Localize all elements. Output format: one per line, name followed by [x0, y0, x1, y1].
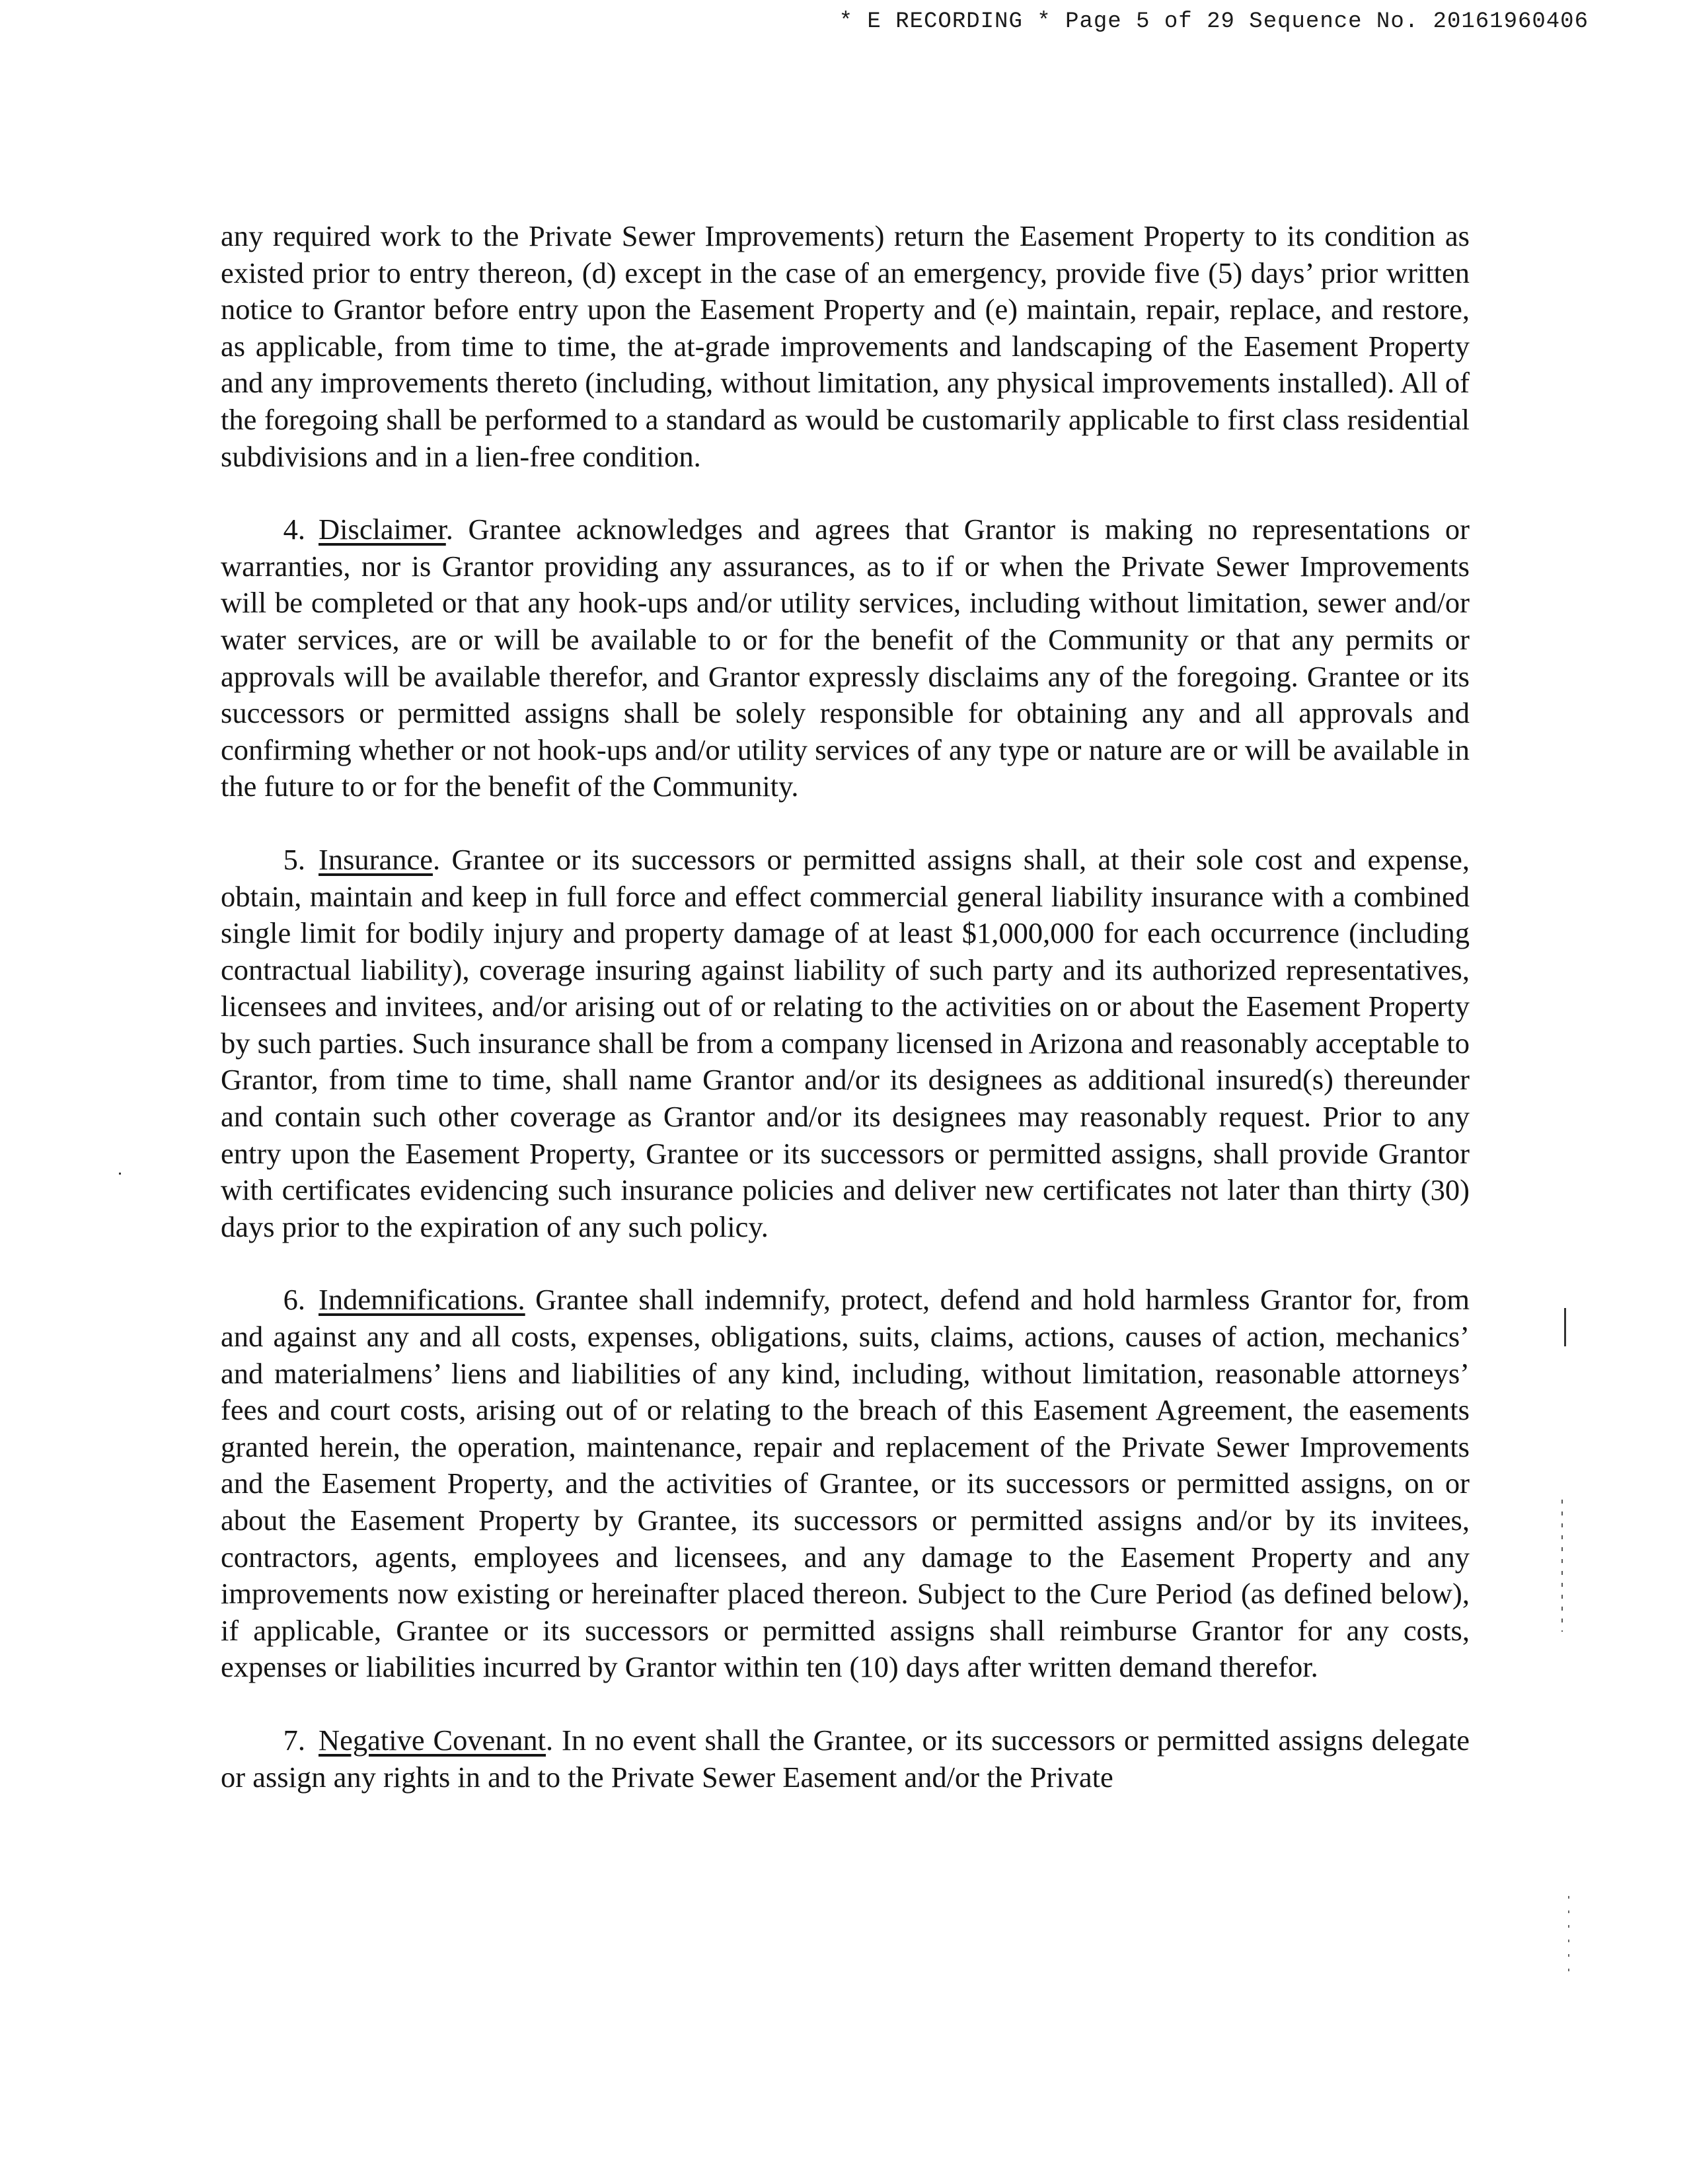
section-heading-negative-covenant: Negative Covenant — [319, 1723, 546, 1757]
recording-stamp: * E RECORDING * Page 5 of 29 Sequence No. 20161960406 — [839, 9, 1589, 34]
section-text: Grantee shall indemnify, protect, defend and hold harmless Grantor for, from and against any and all costs, expenses, obligations, suits, claims, actions, causes of action, mechanics’ and materialmens’ liens and liabilities of any kind, including, without limitation, reasonable attorneys’ fees and court costs, arising out of or relating to the breach of this Easement Agreement, the easements granted herein, the operation, maintenance, repair and replacement of the Private Sewer Improvements and the Easement Property, and the activities of Grantee, or its successors or permitted assigns, on or about the Easement Property by Grantee, its successors or permitted assigns and/or by its invitees, contractors, agents, employees and licensees, and any damage to the Easement Property and any improvements now existing or hereinafter placed thereon. Subject to the Cure Period (as defined below), if applicable, Grantee or its successors or permitted assigns shall reimburse Grantor for any costs, expenses or liabilities incurred by Grantor within ten (10) days after written demand therefor. — [221, 1283, 1470, 1684]
section-text: . Grantee or its successors or permitted assigns shall, at their sole cost and expense, obtain, maintain and keep in full force and effect commercial general liability insurance with a combined single limit for bodily injury and property damage of at least $1,000,000 for each occurrence (including contractual liability), coverage insuring against liability of such party and its authorized representatives, licensees and invitees, and/or arising out of or relating to the activities on or about the Easement Property by such parties. Such insurance shall be from a company licensed in Arizona and reasonably acceptable to Grantor, from time to time, shall name Grantor and/or its designees as additional insured(s) thereunder and contain such other coverage as Grantor and/or its designees may reasonably request. Prior to any entry upon the Easement Property, Grantee or its successors or permitted assigns, shall provide Grantor with certificates evidencing such insurance policies and deliver new certificates not later than thirty (30) days prior to the expiration of any such policy. — [221, 842, 1470, 1243]
section-text: . In no event shall the Grantee, or its successors or permitted assigns delegate or assign any rights in and to the Private Sewer Easement and/or the Private — [221, 1723, 1470, 1794]
section-number: 4. — [283, 513, 305, 546]
scan-mark-line — [1564, 1308, 1566, 1346]
document-body — [221, 218, 1470, 1832]
scan-speck — [119, 1173, 121, 1175]
section-heading-disclaimer: Disclaimer — [319, 513, 446, 546]
continuation-paragraph: any required work to the Private Sewer Improvements) return the Easement Property to its condition as existed prior to entry thereon, (d) except in the case of an emergency, provide five (5) days’ prior written notice to Grantor before entry upon the Easement Property and (e) maintain, repair, replace, and restore, as applicable, from time to time, the at-grade improvements and landscaping of the Easement Property and any improvements thereto (including, without limitation, any physical improvements installed). All of the foregoing shall be performed to a standard as would be customarily applicable to first class residential subdivisions and in a lien-free condition. — [221, 219, 1470, 473]
section-number: 6. — [283, 1283, 305, 1317]
scan-mark-dotted — [1568, 1896, 1569, 1982]
section-heading-insurance: Insurance — [319, 842, 433, 876]
section-text: . Grantee acknowledges and agrees that Grantor is making no representations or warranties, nor is Grantor providing any assurances, as to if or when the Private Sewer Improvements will be completed or that any hook-ups and/or utility services, including without limitation, sewer and/or water services, are or will be available to or for the benefit of the Community or that any permits or approvals will be available therefor, and Grantor expressly disclaims any of the foregoing. Grantee or its successors or permitted assigns shall be solely responsible for obtaining any and all approvals and confirming whether or not hook-ups and/or utility services of any type or nature are or will be available in the future to or for the benefit of the Community. — [221, 513, 1470, 803]
section-disclaimer — [221, 511, 1470, 805]
section-number: 5. — [283, 842, 305, 876]
section-indemnifications — [221, 1282, 1470, 1686]
section-insurance — [221, 842, 1470, 1246]
section-heading-indemnifications: Indemnifications. — [319, 1283, 525, 1317]
section-negative-covenant — [221, 1722, 1470, 1796]
section-number: 7. — [283, 1723, 305, 1757]
scan-mark-dotted — [1561, 1500, 1563, 1632]
